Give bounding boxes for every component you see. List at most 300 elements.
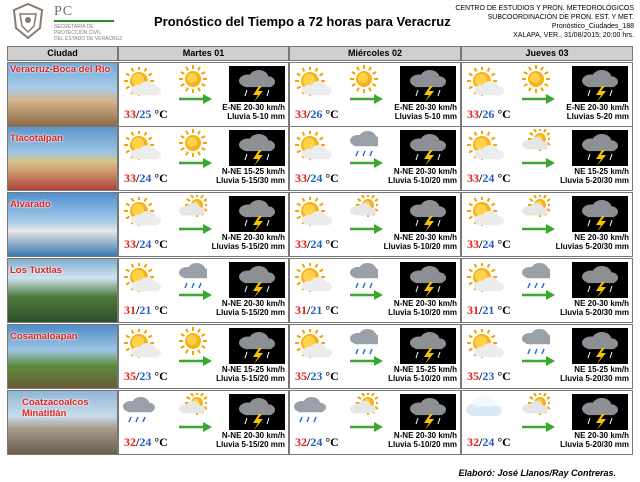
wind-text: E-NE 20-30 km/h	[394, 103, 457, 112]
evening-weather-icon	[522, 393, 550, 421]
rain-text: Lluvias 5-10/20 mm	[383, 242, 457, 251]
temp-max: 33	[124, 237, 136, 251]
evening-weather-icon	[179, 129, 207, 157]
temp-min: 21	[482, 303, 495, 317]
wind-rain-info	[388, 299, 457, 317]
wind-rain-info	[388, 365, 457, 383]
temp-min: 21	[139, 303, 152, 317]
temperature: 33/24 °C	[467, 237, 511, 251]
rain-text: Lluvia 5-10 mm	[227, 112, 285, 121]
temp-min: 24	[482, 171, 495, 185]
forecast-cell-day1	[118, 126, 289, 191]
rain-text: Lluvias 5-20/30 mm	[555, 242, 629, 251]
evening-weather-icon	[350, 327, 378, 355]
wind-rain-info	[216, 299, 285, 317]
rain-text: Lluvia 5-20/30 mm	[560, 308, 629, 317]
trend-arrow-icon	[348, 289, 384, 301]
temp-unit: °C	[325, 435, 339, 449]
column-header-day3: Jueves 03	[461, 46, 633, 61]
trend-arrow-icon	[177, 93, 213, 105]
rain-text: Lluvia 5-15/20 mm	[216, 440, 285, 449]
wind-text: NE 20-30 km/h	[574, 299, 629, 308]
wind-rain-info	[394, 103, 457, 121]
evening-weather-icon	[350, 129, 378, 157]
rain-cloud-icon	[522, 261, 550, 289]
evening-weather-icon	[179, 261, 207, 289]
rain-text: Lluvia 5-10/20 mm	[388, 374, 457, 383]
trend-arrow-icon	[520, 93, 556, 105]
rain-cloud-icon	[294, 395, 334, 431]
temp-unit: °C	[154, 303, 168, 317]
trend-arrow-icon	[348, 421, 384, 433]
cloud-sun-icon	[179, 195, 207, 223]
temp-min: 23	[482, 369, 495, 383]
wind-rain-info	[560, 299, 629, 317]
organization-block	[54, 4, 136, 42]
forecast-cell-day2	[289, 324, 461, 389]
partly-sunny-icon	[123, 263, 163, 299]
temp-max: 32	[124, 435, 136, 449]
footer-credit: Elaboró: José Llanos/Ray Contreras.	[458, 468, 616, 478]
trend-arrow-icon	[177, 355, 213, 367]
city-photo	[7, 324, 118, 389]
temp-max: 35	[124, 369, 136, 383]
rain-cloud-icon	[350, 129, 378, 157]
city-name: Cosamaloapan	[10, 331, 78, 342]
temp-min: 24	[139, 237, 152, 251]
night-weather-panel	[400, 328, 456, 364]
meta-line-3: Pronóstico_Ciudades_188	[551, 23, 634, 30]
evening-weather-icon	[522, 327, 550, 355]
evening-weather-icon	[522, 129, 550, 157]
night-storm-icon	[400, 66, 456, 102]
city-photo	[7, 258, 118, 323]
night-storm-icon	[229, 196, 285, 232]
evening-weather-icon	[179, 65, 207, 93]
temp-unit: °C	[497, 369, 511, 383]
temp-max: 33	[295, 237, 307, 251]
night-storm-icon	[572, 196, 628, 232]
wind-rain-info	[560, 167, 629, 185]
temp-min: 23	[310, 369, 323, 383]
trend-arrow-icon	[520, 157, 556, 169]
partly-sunny-icon	[466, 263, 506, 299]
temperature: 33/24 °C	[124, 237, 168, 251]
trend-arrow-icon	[177, 157, 213, 169]
forecast-cell-day1	[118, 62, 289, 127]
night-weather-panel	[572, 130, 628, 166]
wind-text: E-NE 20-30 km/h	[222, 103, 285, 112]
day-weather-icon	[466, 395, 506, 431]
wind-text: NE 20-30 km/h	[574, 233, 629, 242]
day-weather-icon	[466, 329, 506, 365]
temp-min: 24	[482, 435, 495, 449]
sun-icon	[179, 129, 207, 157]
day-weather-icon	[294, 197, 334, 233]
temp-max: 31	[467, 303, 479, 317]
evening-weather-icon	[350, 195, 378, 223]
temperature: 35/23 °C	[467, 369, 511, 383]
temperature: 33/24 °C	[295, 237, 339, 251]
city-name: Alvarado	[10, 199, 51, 210]
evening-weather-icon	[179, 195, 207, 223]
rain-cloud-icon	[350, 261, 378, 289]
temperature: 31/21 °C	[467, 303, 511, 317]
temp-unit: °C	[325, 171, 339, 185]
cloud-sun-icon	[350, 393, 378, 421]
partly-sunny-icon	[294, 67, 334, 103]
sun-icon	[179, 65, 207, 93]
header	[0, 0, 640, 44]
temp-max: 33	[295, 171, 307, 185]
partly-sunny-icon	[123, 197, 163, 233]
night-weather-panel	[229, 196, 285, 232]
cloudy-icon	[466, 395, 506, 431]
temp-max: 33	[295, 107, 307, 121]
city-name: Coatzacoalcos Minatitlán	[22, 397, 89, 419]
rain-text: Lluvia 5-20/30 mm	[560, 374, 629, 383]
temp-max: 32	[295, 435, 307, 449]
day-weather-icon	[123, 197, 163, 233]
night-storm-icon	[229, 66, 285, 102]
cloud-sun-icon	[179, 393, 207, 421]
night-storm-icon	[572, 262, 628, 298]
day-weather-icon	[123, 395, 163, 431]
wind-text: N-NE 20-30 km/h	[393, 431, 457, 440]
day-weather-icon	[466, 131, 506, 167]
rain-cloud-icon	[350, 327, 378, 355]
night-weather-panel	[572, 66, 628, 102]
cloud-sun-icon	[522, 393, 550, 421]
city-photo	[7, 126, 118, 191]
temp-max: 33	[124, 171, 136, 185]
rain-text: Lluvia 5-15/20 mm	[216, 308, 285, 317]
evening-weather-icon	[350, 65, 378, 93]
evening-weather-icon	[522, 261, 550, 289]
trend-arrow-icon	[520, 223, 556, 235]
rain-cloud-icon	[123, 395, 163, 431]
forecast-cell-day1	[118, 390, 289, 455]
evening-weather-icon	[179, 327, 207, 355]
temp-max: 31	[295, 303, 307, 317]
forecast-cell-day2	[289, 192, 461, 257]
night-storm-icon	[400, 130, 456, 166]
night-weather-panel	[229, 262, 285, 298]
temp-max: 33	[467, 171, 479, 185]
temp-max: 31	[124, 303, 136, 317]
night-storm-icon	[572, 394, 628, 430]
temp-max: 35	[467, 369, 479, 383]
rain-text: Lluvia 5-20/30 mm	[560, 176, 629, 185]
temperature: 35/23 °C	[124, 369, 168, 383]
wind-text: N-NE 20-30 km/h	[221, 233, 285, 242]
rain-cloud-icon	[179, 261, 207, 289]
wind-rain-info	[560, 365, 629, 383]
rain-text: Lluvias 5-20 mm	[566, 112, 629, 121]
temp-unit: °C	[497, 237, 511, 251]
temp-max: 35	[295, 369, 307, 383]
partly-sunny-icon	[294, 263, 334, 299]
night-weather-panel	[400, 130, 456, 166]
wind-rain-info	[388, 431, 457, 449]
meta-line-2: SUBCOORDINACIÓN DE PRON. EST. Y MET.	[487, 14, 634, 21]
day-weather-icon	[466, 67, 506, 103]
day-weather-icon	[294, 67, 334, 103]
day-weather-icon	[123, 131, 163, 167]
rain-text: Lluvia 5-15/30 mm	[216, 176, 285, 185]
night-weather-panel	[400, 66, 456, 102]
wind-text: N-NE 20-30 km/h	[221, 431, 285, 440]
wind-rain-info	[222, 103, 285, 121]
city-name: Tlacotalpan	[10, 133, 63, 144]
trend-arrow-icon	[177, 421, 213, 433]
temperature: 33/26 °C	[467, 107, 511, 121]
day-weather-icon	[294, 329, 334, 365]
night-storm-icon	[229, 394, 285, 430]
temperature: 33/24 °C	[124, 171, 168, 185]
temp-min: 24	[482, 237, 495, 251]
city-name: Los Tuxtlas	[10, 265, 63, 276]
trend-arrow-icon	[177, 223, 213, 235]
night-storm-icon	[400, 196, 456, 232]
temp-unit: °C	[325, 237, 339, 251]
wind-text: N-NE 15-25 km/h	[393, 365, 457, 374]
column-header-day2: Miércoles 02	[289, 46, 461, 61]
temp-unit: °C	[154, 171, 168, 185]
org-line-1: SECRETARÍA DE	[54, 24, 94, 30]
partly-sunny-icon	[123, 329, 163, 365]
trend-arrow-icon	[348, 157, 384, 169]
temp-unit: °C	[154, 237, 168, 251]
trend-arrow-icon	[520, 355, 556, 367]
partly-sunny-icon	[123, 131, 163, 167]
partly-sunny-icon	[294, 329, 334, 365]
city-row	[7, 390, 633, 455]
wind-text: N-NE 20-30 km/h	[393, 167, 457, 176]
forecast-cell-day3	[461, 126, 633, 191]
temp-unit: °C	[497, 171, 511, 185]
temp-unit: °C	[325, 303, 339, 317]
wind-rain-info	[216, 365, 285, 383]
trend-arrow-icon	[520, 289, 556, 301]
forecast-cell-day2	[289, 126, 461, 191]
temperature: 31/21 °C	[295, 303, 339, 317]
trend-arrow-icon	[348, 223, 384, 235]
city-row	[7, 126, 633, 191]
night-storm-icon	[572, 130, 628, 166]
trend-arrow-icon	[520, 421, 556, 433]
forecast-cell-day3	[461, 324, 633, 389]
wind-rain-info	[560, 431, 629, 449]
wind-rain-info	[216, 167, 285, 185]
day-weather-icon	[294, 263, 334, 299]
night-weather-panel	[400, 196, 456, 232]
city-photo	[7, 62, 118, 127]
temp-unit: °C	[154, 107, 168, 121]
sun-icon	[522, 65, 550, 93]
column-header-city: Ciudad	[7, 46, 118, 61]
city-row	[7, 324, 633, 389]
temp-min: 26	[310, 107, 323, 121]
wind-text: E-NE 20-30 km/h	[566, 103, 629, 112]
temperature: 35/23 °C	[295, 369, 339, 383]
temp-max: 32	[467, 435, 479, 449]
rain-text: Lluvia 5-10/20 mm	[388, 308, 457, 317]
temp-max: 33	[124, 107, 136, 121]
city-photo	[7, 192, 118, 257]
night-storm-icon	[572, 328, 628, 364]
evening-weather-icon	[350, 261, 378, 289]
rain-text: Lluvia 5-10/20 mm	[388, 176, 457, 185]
rain-text: Lluvias 5-10 mm	[394, 112, 457, 121]
temp-unit: °C	[325, 107, 339, 121]
wind-text: N-NE 15-25 km/h	[221, 167, 285, 176]
forecast-cell-day3	[461, 258, 633, 323]
forecast-cell-day1	[118, 192, 289, 257]
temperature: 33/24 °C	[295, 171, 339, 185]
rain-text: Lluvia 5-10/20 mm	[388, 440, 457, 449]
wind-text: NE 15-25 km/h	[574, 167, 629, 176]
wind-rain-info	[566, 103, 629, 121]
wind-text: N-NE 20-30 km/h	[221, 299, 285, 308]
night-weather-panel	[229, 66, 285, 102]
partly-sunny-icon	[466, 131, 506, 167]
partly-sunny-icon	[294, 197, 334, 233]
night-weather-panel	[572, 394, 628, 430]
temp-unit: °C	[497, 107, 511, 121]
trend-arrow-icon	[348, 355, 384, 367]
day-weather-icon	[466, 263, 506, 299]
rain-text: Lluvia 5-20/30 mm	[560, 440, 629, 449]
night-storm-icon	[572, 66, 628, 102]
org-divider	[54, 20, 114, 22]
day-weather-icon	[466, 197, 506, 233]
temperature: 31/21 °C	[124, 303, 168, 317]
wind-text: N-NE 20-30 km/h	[393, 299, 457, 308]
night-weather-panel	[229, 130, 285, 166]
night-weather-panel	[572, 196, 628, 232]
temp-min: 24	[310, 435, 323, 449]
night-storm-icon	[400, 394, 456, 430]
evening-weather-icon	[522, 195, 550, 223]
forecast-cell-day2	[289, 390, 461, 455]
day-weather-icon	[294, 131, 334, 167]
temp-min: 24	[310, 171, 323, 185]
cloud-sun-icon	[350, 195, 378, 223]
wind-text: NE 20-30 km/h	[574, 431, 629, 440]
wind-text: NE 15-25 km/h	[574, 365, 629, 374]
temp-unit: °C	[154, 435, 168, 449]
wind-rain-info	[212, 233, 285, 251]
night-weather-panel	[229, 394, 285, 430]
wind-rain-info	[556, 233, 629, 251]
city-row	[7, 192, 633, 257]
temperature: 33/26 °C	[295, 107, 339, 121]
night-weather-panel	[572, 262, 628, 298]
cloud-sun-icon	[522, 195, 550, 223]
temp-unit: °C	[325, 369, 339, 383]
temp-unit: °C	[497, 435, 511, 449]
org-line-2: PROTECCIÓN CIVIL	[54, 30, 102, 36]
forecast-cell-day3	[461, 192, 633, 257]
wind-text: N-NE 15-25 km/h	[221, 365, 285, 374]
evening-weather-icon	[522, 65, 550, 93]
night-storm-icon	[400, 328, 456, 364]
rain-cloud-icon	[522, 327, 550, 355]
temperature: 32/24 °C	[467, 435, 511, 449]
forecast-cell-day1	[118, 324, 289, 389]
day-weather-icon	[294, 395, 334, 431]
forecast-cell-day3	[461, 62, 633, 127]
rain-text: Lluvias 5-15/20 mm	[211, 242, 285, 251]
temp-max: 33	[467, 237, 479, 251]
wind-rain-info	[384, 233, 457, 251]
city-photo	[7, 390, 118, 455]
temp-min: 25	[139, 107, 152, 121]
night-weather-panel	[229, 328, 285, 364]
partly-sunny-icon	[123, 67, 163, 103]
temp-min: 24	[139, 171, 152, 185]
trend-arrow-icon	[177, 289, 213, 301]
city-name: Veracruz-Boca del Río	[10, 64, 111, 75]
forecast-cell-day2	[289, 62, 461, 127]
temp-unit: °C	[497, 303, 511, 317]
meta-line-1: CENTRO DE ESTUDIOS Y PRON. METEOROLÓGICOS	[455, 5, 634, 12]
partly-sunny-icon	[466, 197, 506, 233]
city-row	[7, 258, 633, 323]
temperature: 33/24 °C	[467, 171, 511, 185]
temp-min: 24	[310, 237, 323, 251]
partly-sunny-icon	[466, 329, 506, 365]
forecast-cell-day3	[461, 390, 633, 455]
night-storm-icon	[400, 262, 456, 298]
city-row	[7, 62, 633, 127]
column-header-day1: Martes 01	[118, 46, 289, 61]
day-weather-icon	[123, 67, 163, 103]
temp-min: 23	[139, 369, 152, 383]
temperature: 32/24 °C	[295, 435, 339, 449]
forecast-cell-day2	[289, 258, 461, 323]
temperature: 32/24 °C	[124, 435, 168, 449]
temperature: 33/25 °C	[124, 107, 168, 121]
org-line-3: DEL ESTADO DE VERACRUZ	[54, 36, 123, 42]
temp-min: 21	[310, 303, 323, 317]
wind-text: N-NE 20-30 km/h	[393, 233, 457, 242]
partly-sunny-icon	[466, 67, 506, 103]
temp-min: 26	[482, 107, 495, 121]
night-storm-icon	[229, 328, 285, 364]
page-title: Pronóstico del Tiempo a 72 horas para Veracruz	[154, 14, 451, 29]
sun-icon	[179, 327, 207, 355]
evening-weather-icon	[179, 393, 207, 421]
rain-text: Lluvia 5-15/20 mm	[216, 374, 285, 383]
day-weather-icon	[123, 329, 163, 365]
sun-icon	[350, 65, 378, 93]
evening-weather-icon	[350, 393, 378, 421]
cloud-sun-icon	[522, 129, 550, 157]
wind-rain-info	[388, 167, 457, 185]
issuer-metadata	[444, 4, 634, 40]
night-storm-icon	[229, 262, 285, 298]
night-weather-panel	[572, 328, 628, 364]
temp-unit: °C	[154, 369, 168, 383]
protection-civil-shield-icon	[8, 2, 48, 40]
temp-max: 33	[467, 107, 479, 121]
night-weather-panel	[400, 394, 456, 430]
partly-sunny-icon	[294, 131, 334, 167]
temp-min: 24	[139, 435, 152, 449]
night-weather-panel	[400, 262, 456, 298]
